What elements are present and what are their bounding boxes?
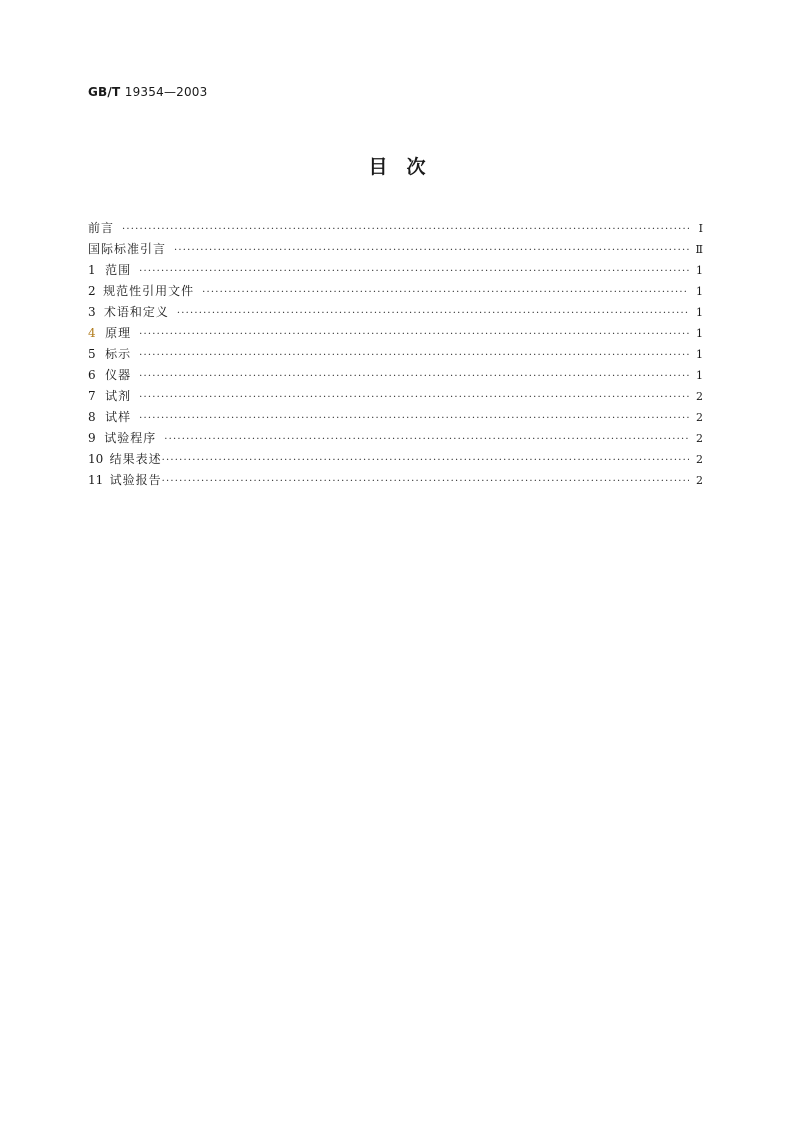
toc-entry-number: 8: [88, 410, 96, 424]
toc-entry-number: 4: [88, 326, 96, 340]
toc-entry-label: 规范性引用文件: [103, 284, 195, 298]
toc-entry-page: 2: [696, 474, 703, 487]
toc-entry-page: 1: [696, 348, 703, 361]
toc-entry-page: Ⅱ: [695, 243, 703, 256]
toc-entry-label: 试样: [105, 410, 132, 424]
toc-leader-dots: [162, 471, 689, 492]
standard-code-number: 19354—2003: [124, 85, 208, 99]
toc-entry-label: 范围: [105, 263, 132, 277]
toc-entry-page: Ⅰ: [698, 222, 703, 235]
toc-entry-number: 11: [88, 473, 104, 487]
toc-entry-page: 1: [696, 306, 703, 319]
toc-leader-dots: [174, 240, 689, 261]
toc-entry-page: 1: [696, 369, 703, 382]
toc-entry-3[interactable]: [88, 302, 703, 323]
toc-entry-number: 1: [88, 263, 96, 277]
toc-entry-1[interactable]: [88, 260, 703, 281]
toc-entry-number: 10: [88, 452, 104, 466]
toc-leader-dots: [139, 345, 689, 366]
toc-entry-page: 1: [696, 285, 703, 298]
toc-entry-label: 试验报告: [109, 473, 162, 487]
toc-entry-page: 2: [696, 432, 703, 445]
toc-entry-label: 前言: [88, 221, 115, 235]
toc-leader-dots: [122, 219, 689, 240]
toc-leader-dots: [139, 366, 689, 387]
toc-entry-page: 1: [696, 264, 703, 277]
toc-entry-10[interactable]: [88, 449, 703, 470]
toc-entry-9[interactable]: [88, 428, 703, 449]
toc-entry-number: 6: [88, 368, 96, 382]
toc-entry-7[interactable]: [88, 386, 703, 407]
toc-entry-2[interactable]: [88, 281, 703, 302]
toc-entry-number: 9: [88, 431, 96, 445]
toc-entry-preface[interactable]: [88, 218, 703, 239]
toc-entry-number: 3: [88, 305, 96, 319]
toc-entry-4[interactable]: [88, 323, 703, 344]
toc-leader-dots: [139, 387, 689, 408]
toc-entry-label: 仪器: [105, 368, 132, 382]
standard-code: [88, 85, 207, 99]
toc-leader-dots: [139, 324, 689, 345]
toc-entry-5[interactable]: [88, 344, 703, 365]
toc-entry-number: 2: [88, 284, 96, 298]
toc-entry-page: 2: [696, 390, 703, 403]
toc-entry-iso-introduction[interactable]: [88, 239, 703, 260]
toc-entry-number: 5: [88, 347, 96, 361]
toc-entry-label: 试验程序: [104, 431, 157, 445]
toc-entry-page: 2: [696, 453, 703, 466]
toc-leader-dots: [162, 450, 689, 471]
toc-entry-8[interactable]: [88, 407, 703, 428]
toc-leader-dots: [139, 261, 689, 282]
toc-entry-label: 原理: [105, 326, 132, 340]
toc-entry-label: 结果表述: [109, 452, 162, 466]
toc-entry-number: 7: [88, 389, 96, 403]
toc-entry-page: 2: [696, 411, 703, 424]
toc-entry-label: 试剂: [105, 389, 132, 403]
toc-leader-dots: [177, 303, 689, 324]
page-title: 目 次: [368, 156, 426, 178]
toc-entry-6[interactable]: [88, 365, 703, 386]
toc-entry-11[interactable]: [88, 470, 703, 491]
toc-entry-label: 术语和定义: [103, 305, 169, 319]
toc-leader-dots: [139, 408, 689, 429]
toc-leader-dots: [164, 429, 689, 450]
toc-entry-label: 国际标准引言: [88, 242, 167, 256]
table-of-contents: [88, 218, 703, 491]
toc-entry-page: 1: [696, 327, 703, 340]
toc-leader-dots: [202, 282, 689, 303]
standard-code-prefix: GB/T: [88, 85, 121, 99]
toc-entry-label: 标示: [105, 347, 132, 361]
